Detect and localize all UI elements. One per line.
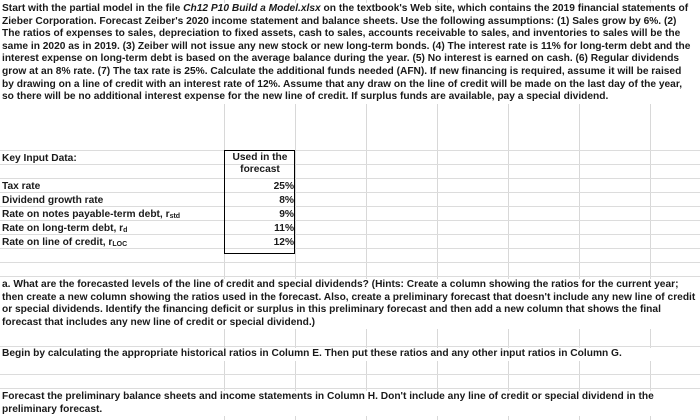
dividend-growth-value[interactable]: 8% bbox=[279, 195, 294, 206]
intro-body: on the textbook's Web site, which contains the 2019 financial statements of Zieber Corporation. Forecast Zeiber's 2020 income statement and balance sheets. Use the following assumptions: (1) Sales grow by 6%. (2) The ratios of expenses to sales, depreciation to fixed assets, cash to sales, accounts receivable to sales, and inventories to sales will be the same in 2020 as in 2019. (3) Zeiber will not issue any new stock or new long-term bonds. (4) The interest rate is 11% for long-term debt and the interest expense on long-term debt is based on the average balance during the year. (5) No interest is earned on cash. (6) Regular dividends grow at an 8% rate. (7) The tax rate is 25%. Calculate the additional funds needed (AFN). If new financing is required, assume it will be raised by drawing on a line of credit with an interest rate of 12%. Assume that any draw on the line of credit will be made on the last day of the year, so there will be no additional interest expense for the new line of credit. If surplus funds are available, pay a special dividend. bbox=[2, 3, 691, 103]
tax-rate-label: Tax rate bbox=[2, 181, 41, 192]
question-a: a. What are the forecasted levels of the line of credit and special dividends? (Hints: Create a column showing the ratios for the current year; then create a new column showing the ratios used in the forecast. Also, create a preliminary forecast that doesn't include any new line of credit or special dividends. Identify the financing deficit or surplus in this preliminary forecast and then add a new column that shows the final forecast that includes any new line of credit or special dividend.) bbox=[2, 279, 696, 328]
notes-payable-rate-label: Rate on notes payable-term debt, $r_{std}$ bbox=[2, 209, 181, 220]
line-of-credit-rate-value[interactable]: 12% bbox=[273, 237, 294, 248]
tax-rate-value[interactable]: 25% bbox=[273, 181, 294, 192]
dividend-growth-label: Dividend growth rate bbox=[2, 195, 104, 206]
line-of-credit-rate-label: Rate on line of credit, $r_{LOC}$ bbox=[2, 237, 128, 248]
intro-paragraph bbox=[2, 3, 696, 104]
key-input-label: Key Input Data: bbox=[2, 153, 77, 164]
long-term-debt-rate-value[interactable]: 11% bbox=[274, 223, 294, 234]
instruction-historical-ratios: Begin by calculating the appropriate historical ratios in Column E. Then put these ratios and any other input ratios in Column G. bbox=[2, 348, 696, 361]
notes-payable-rate-value[interactable]: 9% bbox=[279, 209, 294, 220]
intro-filename: Ch12 P10 Build a Model.xlsx bbox=[183, 3, 321, 14]
instruction-preliminary-forecast: Forecast the preliminary balance sheets and income statements in Column H. Don't include any line of credit or special dividend in the preliminary forecast. bbox=[2, 391, 696, 416]
long-term-debt-rate-label: Rate on long-term debt, $r_d$ bbox=[2, 223, 128, 234]
intro-prefix: Start with the partial model in the file bbox=[2, 3, 184, 14]
forecast-column-header: Used in the forecast bbox=[232, 152, 288, 175]
